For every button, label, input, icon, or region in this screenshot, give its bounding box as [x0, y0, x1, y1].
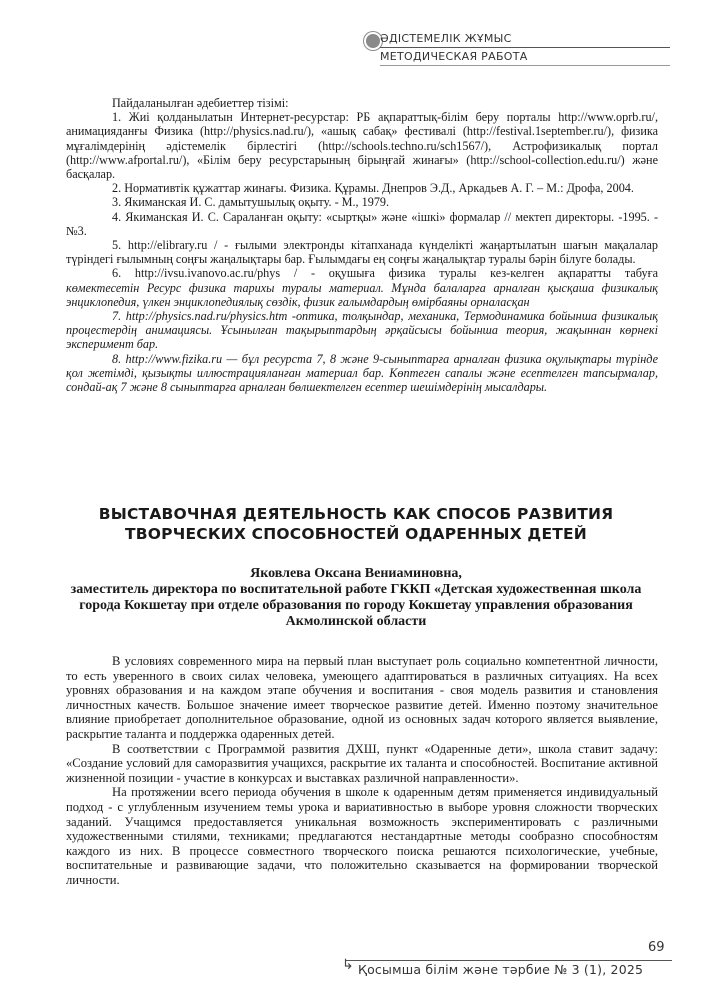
reference-item: 8. http://www.fizika.ru — бұл ресурста 7, 8 және 9-сыныптарға арналған физика оқулықтары түрінде қол жетімді, қызықты иллюстрацияланған материал бар. Көптеген сапалы және есептелген тапсырмалар, сондай-ақ 7 және 8 сыныптарға арналған бөлшектелген есептер шешімдерінің мысалдары.	[66, 351, 658, 395]
header-divider	[380, 47, 670, 48]
reference-item: 2. Нормативтік құжаттар жинағы. Физика. Құрамы. Днепров Э.Д., Аркадьев А. Г. – М.: Дрофа, 2004.	[112, 181, 634, 196]
article-paragraph: В соответствии с Программой развития ДХШ, пункт «Одаренные дети», школа ставит задачу: «Создание условий для саморазвития учащихся, раскрытие их таланта и способностей. Воспитание активной жизненной позиции - участие в конкурсах и выставках различной направленности».	[66, 741, 658, 785]
references-heading: Пайдаланылған әдебиеттер тізімі:	[112, 96, 289, 110]
author-block	[70, 566, 642, 630]
author-position: заместитель директора по воспитательной работе ГККП «Детская художественная школа города Кокшетау при отделе образования по городу Кокшетау управления образования Акмолинской области	[70, 582, 642, 629]
article-title: ВЫСТАВОЧНАЯ ДЕЯТЕЛЬНОСТЬ КАК СПОСОБ РАЗВИТИЯ ТВОРЧЕСКИХ СПОСОБНОСТЕЙ ОДАРЕННЫХ ДЕТЕЙ	[98, 505, 614, 543]
header-divider-bottom	[380, 65, 670, 66]
author-name: Яковлева Оксана Вениаминовна,	[250, 566, 462, 581]
reference-item: көмектесетін Ресурс физика тарихы туралы материал. Мұнда балаларға арналған қысқаша физикалық энциклопедия, үлкен энциклопедиялық сөздік, физик ғалымдардың өмірбаяны орналасқан	[66, 280, 658, 309]
article-body	[66, 654, 658, 888]
reference-item: 7. http://physics.nad.ru/physics.htm -оптика, толқындар, механика, Термодинамика бойынша физикалық процестердің анимациясы. Ұсынылған тақырыптардың әрқайсысы бойынша теория, жақыннан көрнекі эксперимент бар.	[66, 309, 658, 352]
references-list	[66, 96, 658, 394]
reference-item: 3. Якиманская И. С. дамытушылық оқыту. - М., 1979.	[112, 195, 390, 210]
article-paragraph: На протяжении всего периода обучения в школе к одаренным детям применяется индивидуальный подход - с углубленным изучением темы урока и вариативностью в выборе уровня сложности творческих заданий. Учащимся предоставляется уникальная возможность экспериментировать с различными художественными стилями, техниками; предлагаются нестандартные методы сообразно способностям каждого из них. В процессе совместного творческого поиска решаются психологические, учебные, воспитательные и развивающие задачи, что положительно сказывается на формировании творческой личности.	[66, 785, 658, 887]
reference-item: 4. Якиманская И. С. Сараланған оқыту: «сыртқы» және «ішкі» формалар // мектеп директоры. -1995. - №3.	[66, 209, 658, 238]
footer-divider	[346, 960, 672, 961]
journal-title: Қосымша білім және тәрбие № 3 (1), 2025	[358, 962, 644, 977]
article-paragraph: В условиях современного мира на первый план выступает роль социально компетентной личности, то есть уверенного в своих силах человека, умеющего адаптироваться в различных ситуациях. На всех уровнях образования и на каждом этапе обучения и воспитания - своя модель развития и становления личностных качеств. Большое значение имеет творческое развитие детей. Именно поэтому значительное влияние приобретает дополнительное образование, одной из основных задач которого является выявление, раскрытие таланта и поддержка одаренных детей.	[66, 654, 658, 741]
section-title-kazakh: ӘДІСТЕМЕЛІК ЖҰМЫС	[380, 32, 512, 45]
reference-item: 1. Жиі қолданылатын Интернет-ресурстар: РБ ақпараттық-білім беру порталы http://www.oprb.ru/, анимацияданғы Физика (http://physics.nad.ru/), «ашық сабақ» фестивалі (http://festival.1september.ru/), физика мұғалімдерінің әдістемелік бірлестігі (http://schools.techno.ru/sch1567/), Астрофизикалық портал (http://www.afportal.ru/), «Білім беру ресурстарының бірыңғай жинағы» (http://school-collection.edu.ru/) және басқалар.	[66, 110, 658, 182]
section-title-russian: МЕТОДИЧЕСКАЯ РАБОТА	[380, 50, 528, 63]
page-number: 69	[648, 940, 665, 955]
reference-item: 5. http://elibrary.ru / - ғылыми электронды кітапханада күнделікті жаңартылатын шағын мақалалар түріндегі ғылымның соңғы жаңалықтары бар. Ғылымдағы ең соңғы жаңалықтар туралы бәрін білуге болады.	[66, 238, 658, 267]
reference-item: 6. http://ivsu.ivanovo.ac.ru/phys / - оқушыға физика туралы кез-келген ақпаратты табуға	[112, 266, 658, 281]
footer-hook-icon: ↳	[342, 957, 354, 973]
